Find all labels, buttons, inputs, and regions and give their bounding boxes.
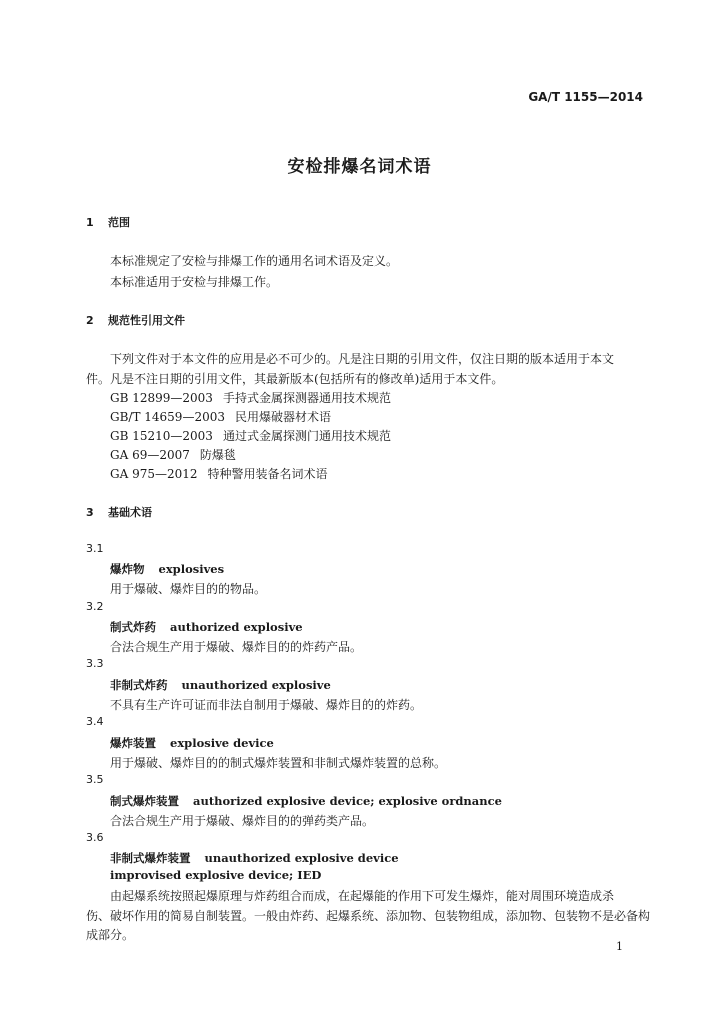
term-definition: 不具有生产许可证而非法自制用于爆破、爆炸目的的炸药。 (110, 698, 423, 712)
reference-name: 特种警用装备名词术语 (207, 467, 328, 481)
reference-code: GA 975—2012 (110, 467, 198, 481)
term-number: 3.3 (86, 657, 104, 670)
section-number: 2 (86, 314, 94, 327)
reference-name: 手持式金属探测器通用技术规范 (222, 391, 391, 405)
term-definition: 用于爆破、爆炸目的的制式爆炸装置和非制式爆炸装置的总称。 (110, 756, 447, 770)
term-zh: 非制式爆炸装置 (110, 851, 191, 865)
term-number: 3.5 (86, 773, 104, 786)
reference-item (110, 389, 391, 406)
term-number: 3.6 (86, 831, 104, 844)
term-number: 3.2 (86, 600, 104, 613)
term-definition: 用于爆破、爆炸目的的物品。 (110, 582, 267, 596)
term-en: authorized explosive device; explosive ordnance (193, 794, 502, 808)
term-definition-line: 伤、破坏作用的简易自制装置。一般由炸药、起爆系统、添加物、包装物组成，添加物、包装物不是必备构 (86, 909, 651, 923)
term-en: explosives (158, 562, 225, 576)
term-zh: 制式爆炸装置 (110, 794, 179, 808)
section-title: 规范性引用文件 (108, 314, 185, 327)
term-en: unauthorized explosive (181, 678, 331, 692)
term-heading (110, 619, 303, 635)
term-definition-line: 由起爆系统按照起爆原理与炸药组合而成，在起爆能的作用下可发生爆炸，能对周围环境造成杀 (110, 889, 615, 903)
term-definition-line: 成部分。 (86, 928, 135, 942)
reference-item (110, 446, 236, 463)
section-heading-normative (86, 312, 185, 328)
reference-name: 通过式金属探测门通用技术规范 (222, 429, 391, 443)
reference-item (110, 408, 331, 425)
term-zh: 爆炸装置 (110, 736, 156, 750)
reference-name: 防爆毯 (199, 448, 236, 462)
standard-number: GA/T 1155—2014 (528, 90, 643, 104)
term-number: 3.1 (86, 542, 104, 555)
term-en: authorized explosive (170, 620, 303, 634)
term-heading (110, 735, 274, 751)
term-heading (110, 793, 502, 809)
term-en: unauthorized explosive device (204, 851, 399, 865)
term-definition: 合法合规生产用于爆破、爆炸目的的弹药类产品。 (110, 814, 375, 828)
paragraph: 本标准规定了安检与排爆工作的通用名词术语及定义。 (110, 254, 399, 268)
term-heading (110, 850, 399, 866)
section-heading-basic (86, 504, 152, 520)
term-number: 3.4 (86, 715, 104, 728)
reference-code: GA 69—2007 (110, 448, 190, 462)
reference-code: GB/T 14659—2003 (110, 410, 225, 424)
section-heading-scope (86, 214, 130, 230)
paragraph-line: 件。凡是不注日期的引用文件，其最新版本(包括所有的修改单)适用于本文件。 (86, 372, 504, 386)
section-title: 基础术语 (108, 506, 152, 519)
paragraph: 本标准适用于安检与排爆工作。 (110, 275, 279, 289)
section-number: 3 (86, 506, 94, 519)
document-title: 安检排爆名词术语 (287, 157, 432, 177)
term-zh: 非制式炸药 (110, 678, 168, 692)
reference-code: GB 12899—2003 (110, 391, 213, 405)
paragraph-line: 下列文件对于本文件的应用是必不可少的。凡是注日期的引用文件，仅注日期的版本适用于本文 (110, 352, 615, 366)
term-zh: 制式炸药 (110, 620, 156, 634)
term-definition: 合法合规生产用于爆破、爆炸目的的炸药产品。 (110, 640, 363, 654)
section-title: 范围 (108, 216, 130, 229)
reference-item (110, 465, 328, 482)
section-number: 1 (86, 216, 94, 229)
term-en: explosive device (170, 736, 274, 750)
reference-item (110, 427, 391, 444)
term-heading (110, 561, 224, 577)
term-en-alt: improvised explosive device; IED (110, 868, 322, 882)
reference-code: GB 15210—2003 (110, 429, 213, 443)
term-heading (110, 677, 331, 693)
term-zh: 爆炸物 (110, 562, 145, 576)
reference-name: 民用爆破器材术语 (234, 410, 331, 424)
page-number: 1 (616, 940, 623, 953)
